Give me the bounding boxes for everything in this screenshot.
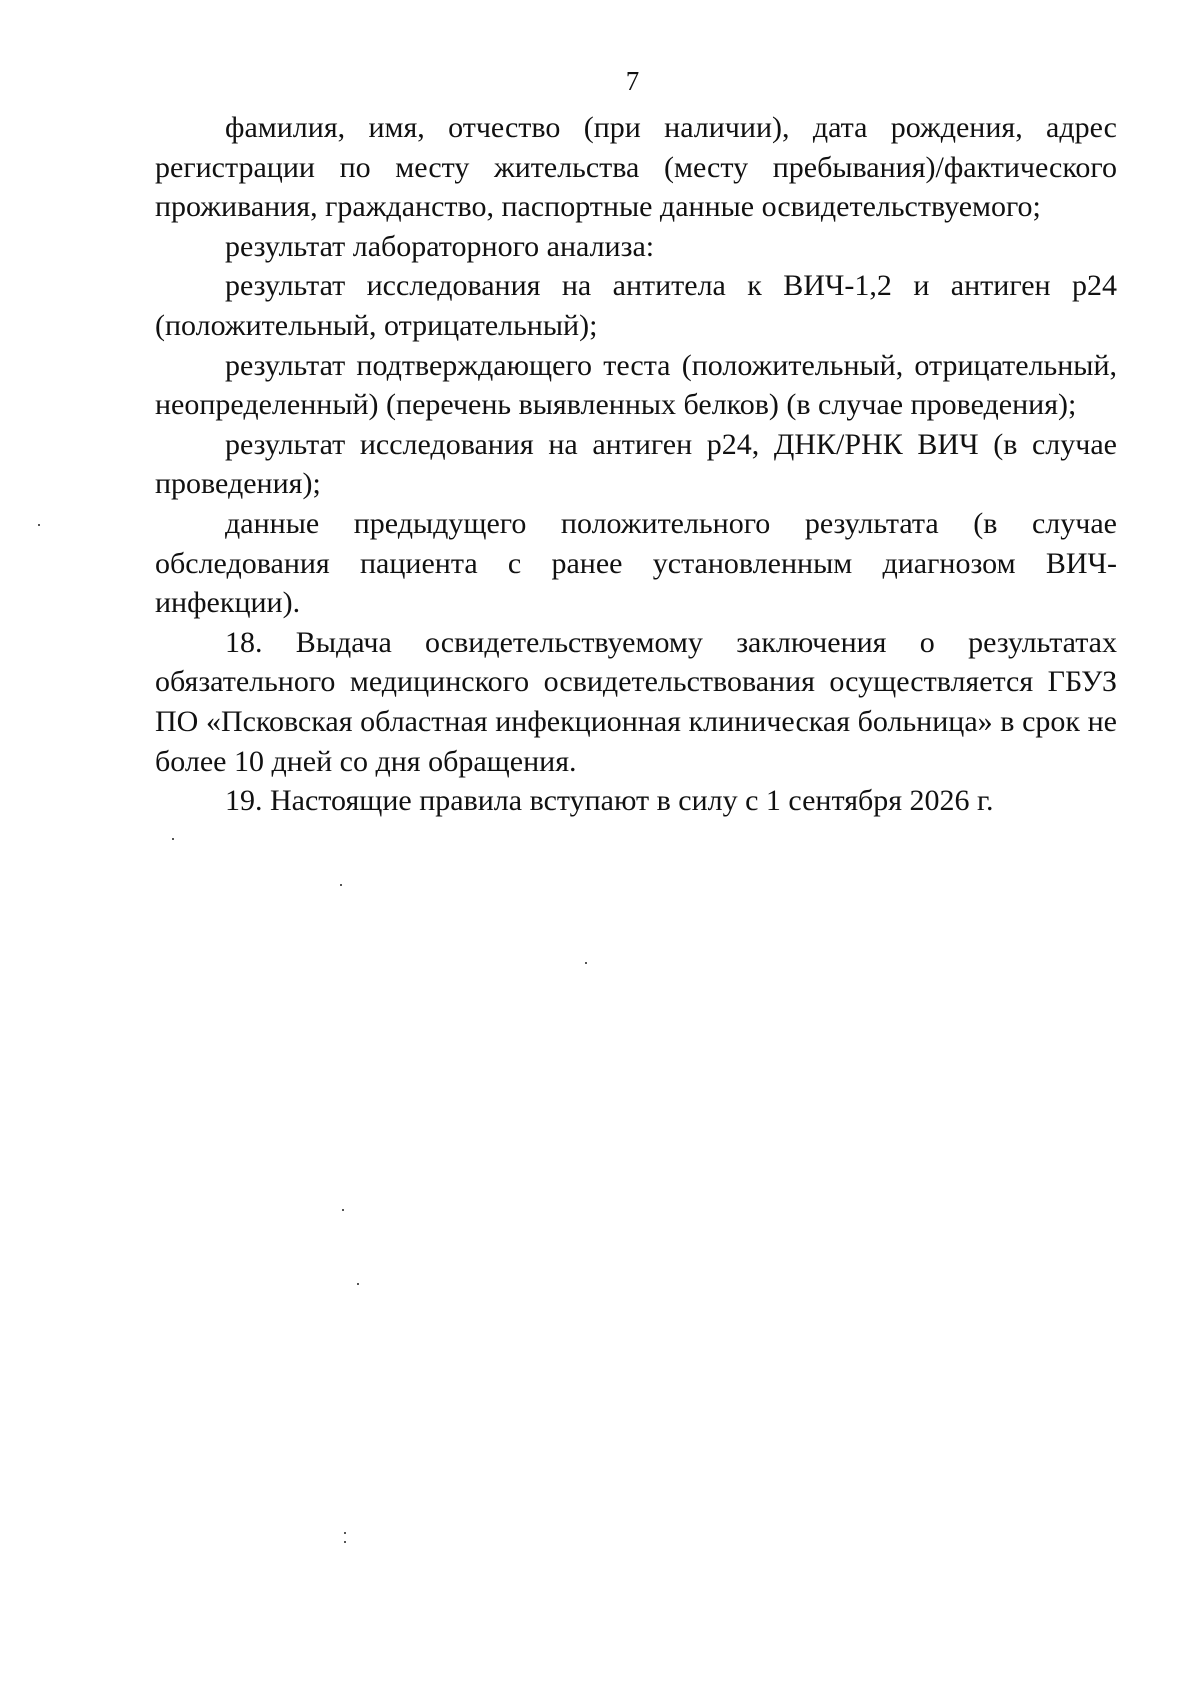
paragraph-antibody-result: результат исследования на антитела к ВИЧ-1,2 и антиген р24 (положительный, отрицательный);	[155, 269, 1117, 342]
scan-speck	[342, 1209, 344, 1211]
scan-speck	[585, 962, 587, 964]
scan-speck	[38, 524, 40, 526]
document-body	[155, 108, 1117, 821]
paragraph-antigen-dna-rna: результат исследования на антиген р24, ДНК/РНК ВИЧ (в случае проведения);	[155, 427, 1117, 501]
scan-speck	[340, 884, 342, 886]
scan-speck	[344, 1532, 346, 1534]
paragraph-confirmatory-test: результат подтверждающего теста (положительный, отрицательный, неопределенный) (перечень выявленных белков) (в случае проведения);	[155, 348, 1117, 422]
paragraph-lab-result-heading: результат лабораторного анализа:	[225, 229, 655, 263]
paragraph-item-18: 18. Выдача освидетельствуемому заключения о результатах обязательного медицинского освидетельствования осуществляется ГБУЗ ПО «Псковская областная инфекционная клиническая больница» в срок не более 10 дней со дня обращения.	[155, 625, 1117, 778]
paragraph-previous-result: данные предыдущего положительного результата (в случае обследования пациента с ранее установленным диагнозом ВИЧ-инфекции).	[155, 506, 1117, 620]
page-number: 7	[625, 66, 640, 96]
paragraph-item-19: 19. Настоящие правила вступают в силу с 1 сентября 2026 г.	[225, 784, 994, 818]
scan-speck	[172, 838, 174, 840]
scan-speck	[344, 1541, 346, 1543]
paragraph-personal-data: фамилия, имя, отчество (при наличии), дата рождения, адрес регистрации по месту жительства (месту пребывания)/фактического проживания, гражданство, паспортные данные освидетельствуемого;	[155, 111, 1117, 224]
scan-speck	[357, 1283, 359, 1285]
